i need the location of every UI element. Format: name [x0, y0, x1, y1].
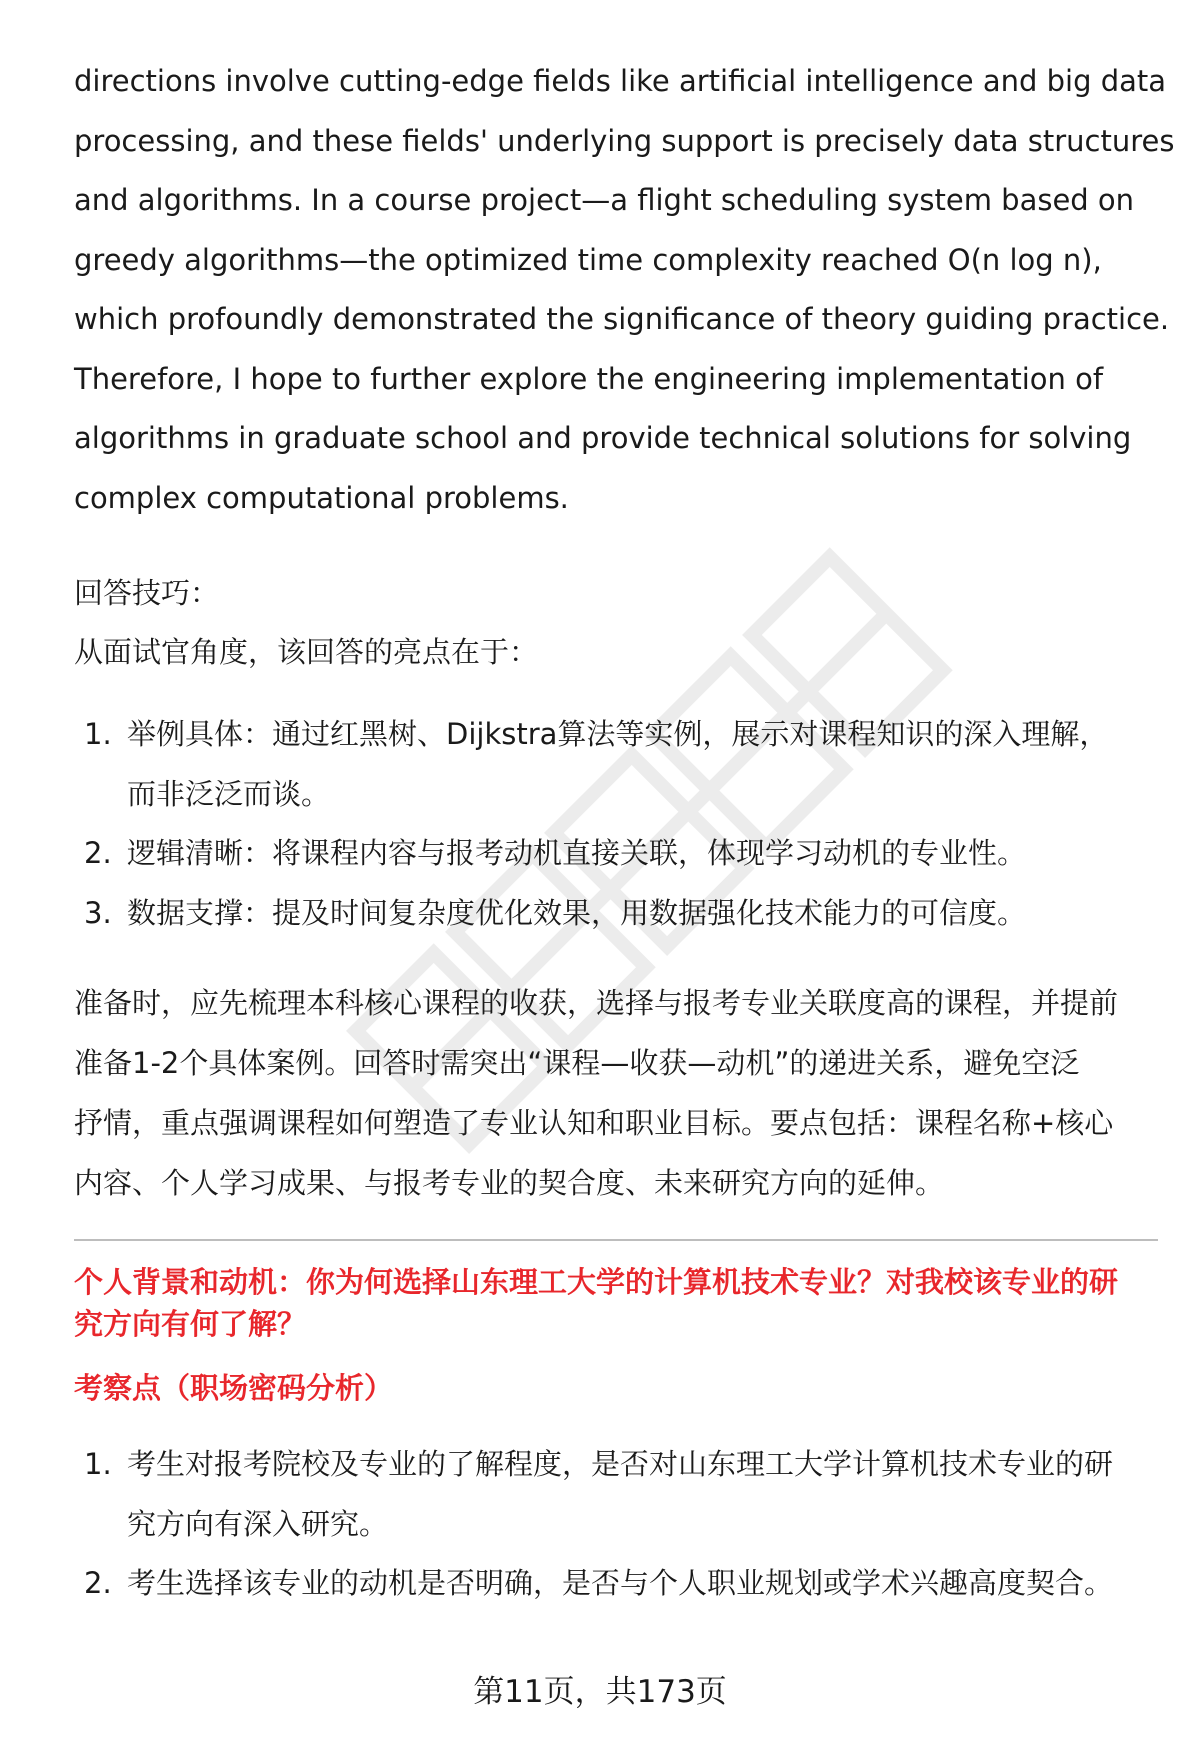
- prep-line: 抒情，重点强调课程如何塑造了专业认知和职业目标。要点包括：课程名称+核心: [74, 1106, 1114, 1140]
- intro-line: Therefore, I hope to further explore the engineering implementation of: [74, 361, 1104, 396]
- list-number: 3.: [84, 895, 112, 930]
- intro-line: directions involve cutting-edge fields like artificial intelligence and big data: [74, 64, 1167, 98]
- document-page: [74, 52, 1175, 1614]
- list-item-text: 究方向有深入研究。: [127, 1506, 389, 1541]
- intro-line: which profoundly demonstrated the significance of theory guiding practice.: [74, 302, 1170, 336]
- list-number: 2.: [84, 836, 112, 870]
- prep-line: 准备1-2个具体案例。回答时需突出“课程—收获—动机”的递进关系，避免空泛: [74, 1046, 1080, 1080]
- list-item: [74, 1435, 1158, 1554]
- tips-list: [74, 705, 1158, 943]
- section-divider: [74, 1239, 1158, 1241]
- list-item: [74, 884, 1158, 944]
- exam-point-heading: 考察点（职场密码分析）: [74, 1371, 394, 1405]
- intro-line: processing, and these fields' underlying support is precisely data structures: [74, 123, 1175, 158]
- page-footer: 第11页，共173页: [473, 1674, 727, 1710]
- prep-paragraph: [74, 973, 1158, 1213]
- tips-label: 回答技巧：: [74, 576, 220, 610]
- intro-line: algorithms in graduate school and provide technical solutions for solving: [74, 421, 1132, 455]
- list-item: [74, 1554, 1158, 1614]
- exam-point-list: [74, 1435, 1158, 1614]
- list-item-text: 数据支撑：提及时间复杂度优化效果，用数据强化技术能力的可信度。: [127, 895, 1027, 930]
- list-item: [74, 824, 1158, 884]
- intro-line: complex computational problems.: [74, 480, 569, 515]
- tips-intro: 从面试官角度，该回答的亮点在于：: [74, 635, 539, 669]
- list-item-text: 举例具体：通过红黑树、Dijkstra算法等实例，展示对课程知识的深入理解，: [127, 717, 1109, 751]
- list-item-text: 而非泛泛而谈。: [127, 776, 331, 811]
- list-item-text: 考生对报考院校及专业的了解程度，是否对山东理工大学计算机技术专业的研: [127, 1447, 1114, 1481]
- list-item: [74, 705, 1158, 824]
- intro-paragraph: [74, 52, 1175, 528]
- question-line: 个人背景和动机：你为何选择山东理工大学的计算机技术专业？对我校该专业的研: [74, 1265, 1119, 1299]
- prep-line: 内容、个人学习成果、与报考专业的契合度、未来研究方向的延伸。: [74, 1166, 945, 1200]
- prep-line: 准备时，应先梳理本科核心课程的收获，选择与报考专业关联度高的课程，并提前: [74, 986, 1119, 1020]
- list-item-text: 考生选择该专业的动机是否明确，是否与个人职业规划或学术兴趣高度契合。: [127, 1566, 1114, 1600]
- question-line: 究方向有何了解？: [74, 1307, 307, 1341]
- list-number: 1.: [84, 1447, 112, 1481]
- intro-line: and algorithms. In a course project—a flight scheduling system based on: [74, 183, 1135, 217]
- list-number: 1.: [84, 717, 112, 751]
- list-number: 2.: [84, 1566, 112, 1600]
- intro-line: greedy algorithms—the optimized time complexity reached O(n log n),: [74, 242, 1102, 277]
- question-heading: [74, 1261, 1158, 1345]
- list-item-text: 逻辑清晰：将课程内容与报考动机直接关联，体现学习动机的专业性。: [127, 836, 1027, 870]
